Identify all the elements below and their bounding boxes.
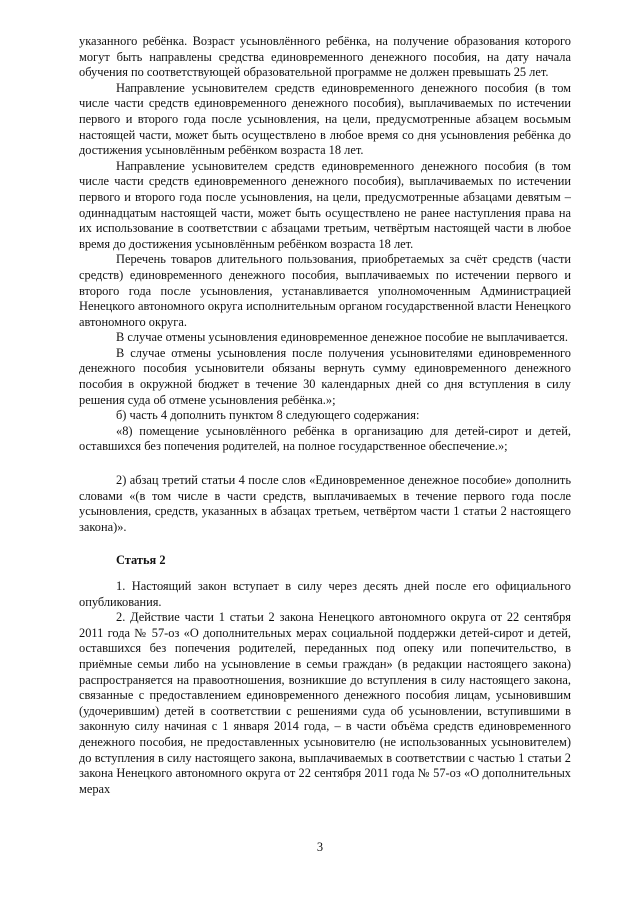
spacer (79, 535, 571, 553)
paragraph: 2) абзац третий статьи 4 после слов «Единовременное денежное пособие» дополнить словами «(в том числе в части средств, выплачиваемых в течение первого года после усыновления, средств, указанных в абзацах третьем, четвёртом части 1 статьи 2 настоящего закона)». (79, 473, 571, 534)
spacer (79, 455, 571, 473)
spacer (79, 569, 571, 579)
paragraph: Направление усыновителем средств единовременного денежного пособия (в том числе части средств единовременного денежного пособия), выплачиваемых по истечении первого и второго года после усыновления, на цели, предусмотренные абзацем восьмым настоящей части, может быть осуществлено в любое время со дня усыновления ребёнка до достижения усыновлённым ребёнком возраста 18 лет. (79, 80, 571, 158)
paragraph: Направление усыновителем средств единовременного денежного пособия (в том числе части средств единовременного денежного пособия), выплачиваемых по истечении первого и второго года после усыновления, на цели, предусмотренные абзацами девятым – одиннадцатым настоящей части, может быть осуществлено не ранее наступления права на их использование в соответствии с абзацами третьим, четвёртым настоящей части в любое время до достижения усыновлённым ребёнком возраста 18 лет. (79, 158, 571, 251)
paragraph: «8) помещение усыновлённого ребёнка в организацию для детей-сирот и детей, оставшихся без попечения родителей, на полное государственное обеспечение.»; (79, 423, 571, 454)
paragraph: б) часть 4 дополнить пунктом 8 следующего содержания: (116, 408, 420, 423)
paragraph: 1. Настоящий закон вступает в силу через десять дней после его официального опубликования. (79, 579, 571, 609)
article-heading: Статья 2 (116, 553, 166, 568)
paragraph: Перечень товаров длительного пользования, приобретаемых за счёт средств (части средств) единовременного денежного пособия, выплачиваемых по истечении первого и второго года после усыновления, устанавливается уполномоченным Администрацией Ненецкого автономного округа исполнительным органом государственной власти Ненецкого автономного округа. (79, 252, 571, 329)
paragraph: В случае отмены усыновления единовременное денежное пособие не выплачивается. (116, 330, 568, 345)
page-number: 3 (316, 840, 324, 854)
paragraph: 2. Действие части 1 статьи 2 закона Ненецкого автономного округа от 22 сентября 2011 года № 57-оз «О дополнительных мерах социальной поддержки детей-сирот и детей, оставшихся без попечения родителей, переданных под опеку или попечительство, в приёмные семьи либо на усыновление в семьи граждан» (в редакции настоящего закона) распространяется на правоотношения, возникшие до вступления в силу настоящего закона, связанные с предоставлением единовременного денежного пособия лицам, усыновившим (удочерившим) детей в соответствии с решениями суда об усыновлении, вступившими в законную силу начиная с 1 января 2014 года, – в части объёма средств единовременного денежного пособия, не предоставленных усыновителю (не использованных усыновителем) до вступления в силу настоящего закона, выплачиваемых в соответствии с частью 1 статьи 2 закона Ненецкого автономного округа от 22 сентября 2011 года № 57-оз «О дополнительных мерах (79, 610, 571, 796)
paragraph: В случае отмены усыновления после получения усыновителями единовременного денежного пособия усыновители обязаны вернуть сумму единовременного денежного пособия в окружной бюджет в течение 30 календарных дней со дня вступления в силу решения суда об отмене усыновления ребёнка.»; (79, 345, 571, 407)
paragraph: указанного ребёнка. Возраст усыновлённого ребёнка, на получение образования которого могут быть направлены средства единовременного денежного пособия, на дату начала обучения по соответствующей образовательной программе не должен превышать 25 лет. (79, 34, 571, 80)
